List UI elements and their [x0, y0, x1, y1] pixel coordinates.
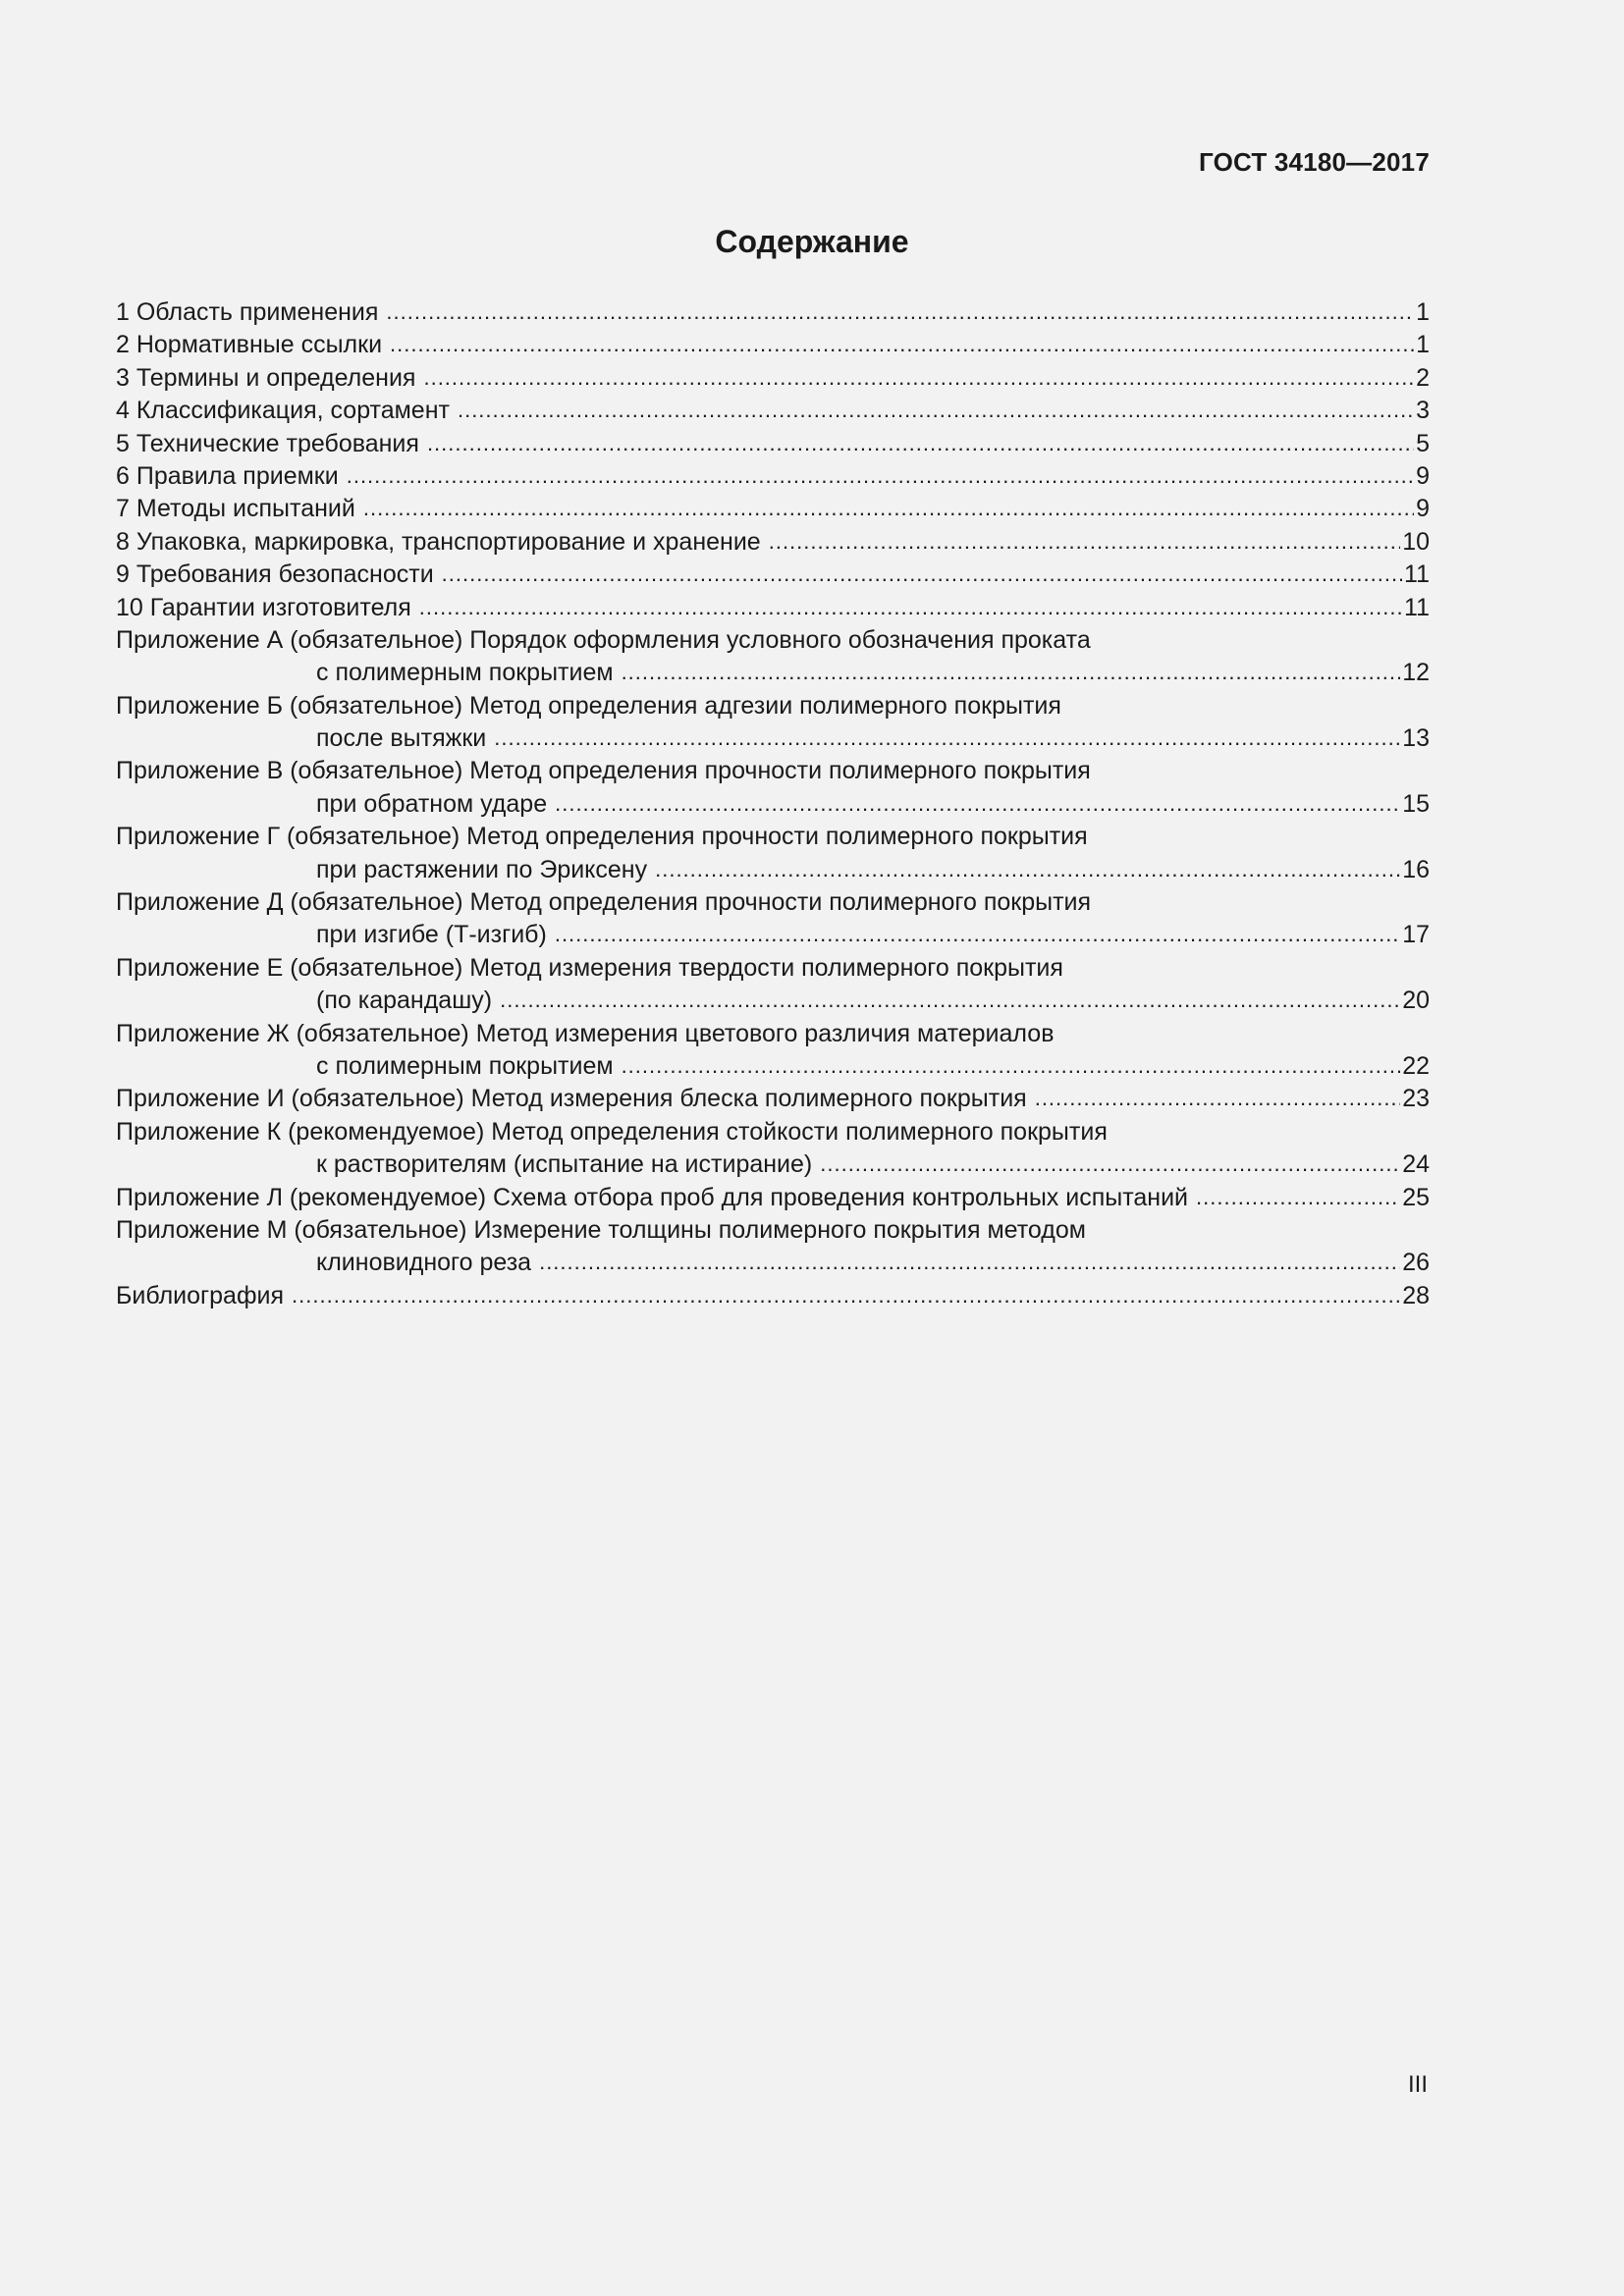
toc-entry-text: Приложение Б (обязательное) Метод определения адгезии полимерного покрытия [116, 691, 1061, 720]
toc-page-number: 1 [1416, 331, 1430, 359]
toc-page-number: 23 [1402, 1085, 1430, 1113]
toc-page-number: 12 [1402, 659, 1430, 687]
toc-entry[interactable] [116, 1182, 1430, 1214]
toc-entry[interactable] [116, 395, 1430, 427]
toc-entry-text: (по карандашу) [316, 987, 493, 1015]
document-code-header: ГОСТ 34180—2017 [1199, 147, 1430, 177]
toc-entry-text: 5 Технические требования [116, 429, 419, 457]
toc-leader-dots [622, 1049, 1401, 1082]
toc-entry-text: 1 Область применения [116, 298, 379, 326]
toc-leader-dots [292, 1279, 1400, 1311]
toc-entry[interactable] [116, 854, 1430, 886]
toc-entry-text: 10 Гарантии изготовителя [116, 593, 411, 621]
toc-entry[interactable] [116, 592, 1430, 624]
toc-entry[interactable] [116, 296, 1430, 329]
toc-entry[interactable] [116, 1083, 1430, 1115]
toc-page-number: 13 [1402, 724, 1430, 753]
toc-leader-dots [820, 1148, 1400, 1180]
toc-page-number: 17 [1402, 921, 1430, 949]
toc-entry-text: клиновидного реза [316, 1249, 532, 1277]
table-of-contents [116, 296, 1430, 1312]
toc-leader-dots [622, 656, 1401, 688]
toc-entry-text: при растяжении по Эриксену [316, 855, 648, 883]
toc-entry-text: 4 Классификация, сортамент [116, 397, 450, 425]
toc-entry[interactable] [116, 1247, 1430, 1279]
toc-leader-dots [1035, 1082, 1400, 1114]
toc-entry-text: при обратном ударе [316, 789, 548, 818]
toc-entry[interactable] [116, 690, 1430, 722]
toc-entry-text: 9 Требования безопасности [116, 561, 434, 589]
toc-leader-dots [500, 984, 1400, 1016]
toc-entry-text: Приложение А (обязательное) Порядок оформления условного обозначения проката [116, 625, 1091, 654]
toc-page-number: 2 [1416, 363, 1430, 392]
toc-entry[interactable] [116, 788, 1430, 821]
toc-entry-text: 6 Правила приемки [116, 461, 339, 490]
toc-entry-text: после вытяжки [316, 724, 487, 753]
toc-leader-dots [423, 361, 1414, 394]
toc-entry-text: к растворителям (испытание на истирание) [316, 1150, 813, 1179]
toc-leader-dots [494, 721, 1400, 754]
toc-leader-dots [555, 787, 1400, 820]
toc-entry[interactable] [116, 362, 1430, 395]
toc-entry-text: 8 Упаковка, маркировка, транспортирование и хранение [116, 527, 761, 556]
toc-leader-dots [769, 525, 1400, 558]
toc-entry[interactable] [116, 1214, 1430, 1247]
toc-page-number: 28 [1402, 1281, 1430, 1309]
toc-entry[interactable] [116, 624, 1430, 657]
toc-entry-text: с полимерным покрытием [316, 1051, 614, 1080]
toc-leader-dots [363, 492, 1414, 524]
toc-entry[interactable] [116, 886, 1430, 919]
toc-entry-text: Приложение В (обязательное) Метод определения прочности полимерного покрытия [116, 757, 1091, 785]
toc-entry[interactable] [116, 526, 1430, 559]
toc-page-number: 5 [1416, 429, 1430, 457]
toc-page-number: 16 [1402, 855, 1430, 883]
toc-entry-text: Приложение Е (обязательное) Метод измерения твердости полимерного покрытия [116, 953, 1063, 982]
toc-leader-dots [555, 918, 1400, 950]
toc-entry-text: Приложение И (обязательное) Метод измерения блеска полимерного покрытия [116, 1085, 1027, 1113]
toc-entry-text: при изгибе (Т-изгиб) [316, 921, 547, 949]
toc-leader-dots [386, 295, 1414, 328]
toc-entry-text: Приложение Г (обязательное) Метод определения прочности полимерного покрытия [116, 823, 1088, 851]
toc-leader-dots [427, 427, 1414, 459]
toc-leader-dots [419, 591, 1402, 623]
toc-entry-text: 3 Термины и определения [116, 363, 416, 392]
toc-entry[interactable] [116, 428, 1430, 460]
toc-entry-text: Приложение Д (обязательное) Метод определения прочности полимерного покрытия [116, 888, 1092, 917]
toc-entry[interactable] [116, 722, 1430, 755]
page-number: III [1407, 2071, 1428, 2098]
toc-entry[interactable] [116, 1280, 1430, 1312]
toc-leader-dots [655, 853, 1400, 885]
toc-leader-dots [347, 459, 1414, 492]
toc-page-number: 24 [1402, 1150, 1430, 1179]
toc-title: Содержание [715, 224, 909, 259]
toc-page-number: 25 [1402, 1183, 1430, 1211]
toc-entry[interactable] [116, 985, 1430, 1017]
toc-page-number: 9 [1416, 495, 1430, 523]
toc-leader-dots [1196, 1181, 1400, 1213]
toc-entry[interactable] [116, 1148, 1430, 1181]
toc-entry-text: с полимерным покрытием [316, 659, 614, 687]
toc-entry[interactable] [116, 1050, 1430, 1083]
toc-entry-text: Приложение К (рекомендуемое) Метод определения стойкости полимерного покрытия [116, 1117, 1108, 1146]
toc-entry[interactable] [116, 821, 1430, 853]
toc-entry[interactable] [116, 919, 1430, 951]
toc-entry-text: Приложение Ж (обязательное) Метод измерения цветового различия материалов [116, 1019, 1055, 1047]
toc-entry-text: 2 Нормативные ссылки [116, 331, 383, 359]
toc-page-number: 22 [1402, 1051, 1430, 1080]
toc-entry[interactable] [116, 1116, 1430, 1148]
toc-page-number: 1 [1416, 298, 1430, 326]
toc-page-number: 26 [1402, 1249, 1430, 1277]
toc-leader-dots [442, 558, 1402, 590]
toc-entry[interactable] [116, 657, 1430, 689]
toc-entry-text: Приложение Л (рекомендуемое) Схема отбора проб для проведения контрольных испытаний [116, 1183, 1189, 1211]
toc-leader-dots [390, 328, 1414, 360]
toc-entry[interactable] [116, 755, 1430, 787]
toc-entry[interactable] [116, 329, 1430, 361]
toc-page-number: 10 [1402, 527, 1430, 556]
toc-entry[interactable] [116, 493, 1430, 525]
toc-page-number: 9 [1416, 461, 1430, 490]
toc-page-number: 11 [1404, 561, 1430, 589]
toc-entry[interactable] [116, 559, 1430, 591]
toc-page-number: 3 [1416, 397, 1430, 425]
toc-entry[interactable] [116, 1018, 1430, 1050]
toc-entry-text: Приложение М (обязательное) Измерение толщины полимерного покрытия методом [116, 1215, 1086, 1244]
toc-page-number: 15 [1402, 789, 1430, 818]
toc-entry-text: 7 Методы испытаний [116, 495, 355, 523]
toc-leader-dots [539, 1246, 1400, 1278]
toc-entry-text: Библиография [116, 1281, 285, 1309]
toc-entry[interactable] [116, 952, 1430, 985]
toc-page-number: 11 [1404, 593, 1430, 621]
toc-page-number: 20 [1402, 987, 1430, 1015]
toc-leader-dots [458, 394, 1414, 426]
toc-entry[interactable] [116, 460, 1430, 493]
